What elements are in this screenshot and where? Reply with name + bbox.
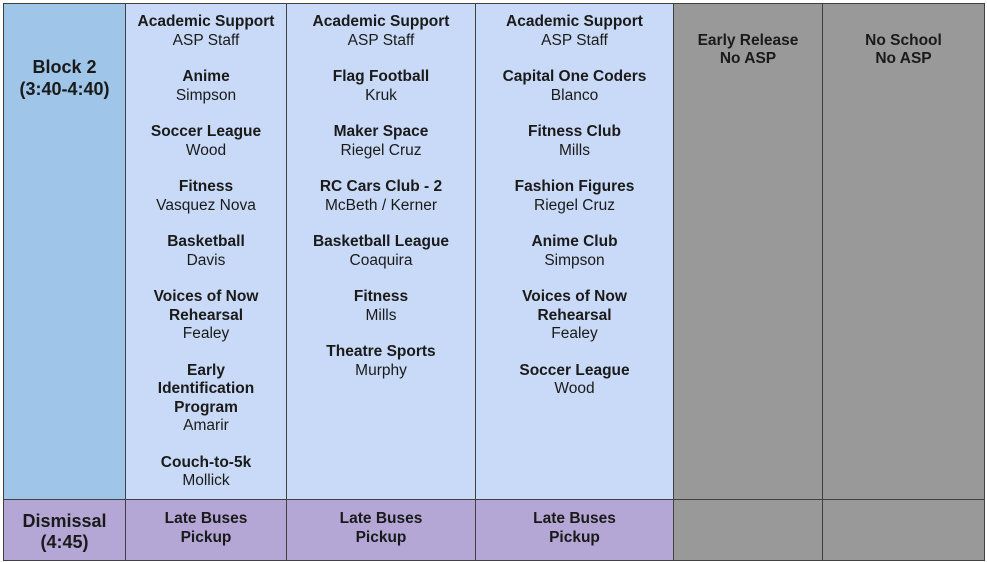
activity-item bbox=[126, 362, 286, 436]
closed-note: No ASP bbox=[719, 50, 777, 67]
activity-item bbox=[476, 288, 673, 344]
activity-name: Identification bbox=[157, 380, 255, 397]
activity-name: Anime Club bbox=[531, 233, 618, 250]
activity-item bbox=[126, 68, 286, 105]
activity-lead: Wood bbox=[554, 380, 595, 397]
dismissal-time: (4:45) bbox=[40, 532, 89, 552]
dismissal-row-header bbox=[3, 499, 126, 561]
block2-col-5-closed bbox=[822, 3, 985, 500]
dismissal-col-4 bbox=[673, 499, 823, 561]
activity-lead: Kruk bbox=[365, 86, 397, 104]
activity-item bbox=[476, 123, 673, 160]
activity-lead: Davis bbox=[186, 251, 226, 269]
activity-item bbox=[287, 13, 475, 50]
activity-item bbox=[287, 178, 475, 215]
dismissal-col-1 bbox=[125, 499, 287, 561]
activity-name: Academic Support bbox=[506, 13, 643, 30]
activity-item bbox=[126, 178, 286, 215]
activity-item bbox=[476, 68, 673, 105]
activity-item bbox=[476, 13, 673, 50]
activity-lead: Blanco bbox=[550, 86, 599, 104]
dismissal-line1: Late Buses bbox=[533, 510, 616, 527]
block2-col-3 bbox=[475, 3, 674, 500]
activity-lead: ASP Staff bbox=[541, 31, 608, 49]
activity-name: Basketball bbox=[167, 233, 245, 250]
activity-lead: Riegel Cruz bbox=[534, 196, 615, 214]
block2-time: (3:40-4:40) bbox=[19, 79, 110, 99]
activity-name: Soccer League bbox=[150, 123, 262, 140]
activity-lead: Wood bbox=[185, 141, 227, 159]
activity-lead: Mills bbox=[559, 141, 590, 159]
block2-col-1 bbox=[125, 3, 287, 500]
activity-lead: Vasquez Nova bbox=[156, 196, 256, 214]
activity-name: Early bbox=[187, 361, 225, 379]
activity-name: Program bbox=[174, 398, 238, 416]
activity-lead: Mollick bbox=[182, 472, 230, 489]
activity-name: Couch-to-5k bbox=[160, 453, 252, 471]
dismissal-line2: Pickup bbox=[180, 529, 232, 546]
block2-row-header bbox=[3, 3, 126, 500]
activity-item bbox=[476, 233, 673, 270]
dismissal-line1: Late Buses bbox=[164, 510, 248, 527]
block2-label: Block 2 bbox=[32, 57, 97, 77]
activity-name: Theatre Sports bbox=[326, 343, 436, 360]
activity-lead: McBeth / Kerner bbox=[325, 196, 437, 214]
dismissal-label: Dismissal bbox=[22, 511, 107, 531]
activity-lead: Fealey bbox=[182, 325, 230, 342]
block2-col-4-closed bbox=[673, 3, 823, 500]
activity-lead: Fealey bbox=[551, 325, 598, 342]
activity-item bbox=[287, 343, 475, 380]
dismissal-line1: Late Buses bbox=[339, 510, 423, 527]
activity-lead: Murphy bbox=[355, 361, 407, 379]
activity-item bbox=[126, 288, 286, 344]
activity-item bbox=[287, 123, 475, 160]
activity-name: Flag Football bbox=[332, 68, 430, 85]
activity-item bbox=[126, 233, 286, 270]
activity-name: Voices of Now bbox=[153, 288, 259, 305]
activity-name: Rehearsal bbox=[168, 306, 244, 324]
activity-lead: Simpson bbox=[544, 251, 605, 269]
activity-name: Fitness bbox=[178, 178, 234, 195]
activity-name: Fitness bbox=[353, 288, 409, 305]
closed-note: No ASP bbox=[875, 50, 932, 67]
activity-name: Rehearsal bbox=[537, 306, 612, 324]
activity-name: Academic Support bbox=[137, 13, 275, 30]
activity-lead: Riegel Cruz bbox=[340, 141, 422, 159]
block2-col-2 bbox=[286, 3, 476, 500]
activity-item bbox=[476, 362, 673, 399]
activity-item bbox=[287, 233, 475, 270]
activity-lead: Mills bbox=[365, 306, 397, 324]
activity-item bbox=[476, 178, 673, 215]
activity-name: Capital One Coders bbox=[502, 68, 647, 85]
activity-item bbox=[126, 454, 286, 491]
activity-name: Soccer League bbox=[519, 361, 630, 379]
dismissal-line2: Pickup bbox=[549, 529, 600, 546]
activity-name: Academic Support bbox=[312, 13, 450, 30]
activity-name: RC Cars Club - 2 bbox=[319, 178, 443, 195]
dismissal-col-3 bbox=[475, 499, 674, 561]
activity-name: Basketball League bbox=[312, 233, 450, 250]
activity-name: Voices of Now bbox=[522, 288, 627, 305]
closed-notice bbox=[674, 32, 822, 68]
activity-name: Anime bbox=[182, 68, 230, 85]
activity-name: Maker Space bbox=[333, 123, 429, 140]
activity-item bbox=[126, 123, 286, 160]
dismissal-col-5 bbox=[822, 499, 985, 561]
activity-item bbox=[287, 288, 475, 325]
closed-notice bbox=[823, 32, 984, 68]
activity-lead: Simpson bbox=[175, 86, 237, 104]
activity-lead: ASP Staff bbox=[172, 31, 240, 49]
activity-item bbox=[287, 68, 475, 105]
activity-lead: Amarir bbox=[183, 417, 229, 434]
closed-title: Early Release bbox=[697, 32, 799, 49]
activity-name: Fitness Club bbox=[527, 123, 621, 140]
activity-lead: Coaquira bbox=[349, 251, 413, 269]
activity-item bbox=[126, 13, 286, 50]
activity-lead: ASP Staff bbox=[347, 31, 415, 49]
dismissal-line2: Pickup bbox=[355, 529, 407, 546]
closed-title: No School bbox=[865, 32, 942, 49]
activity-name: Fashion Figures bbox=[514, 178, 635, 195]
dismissal-col-2 bbox=[286, 499, 476, 561]
